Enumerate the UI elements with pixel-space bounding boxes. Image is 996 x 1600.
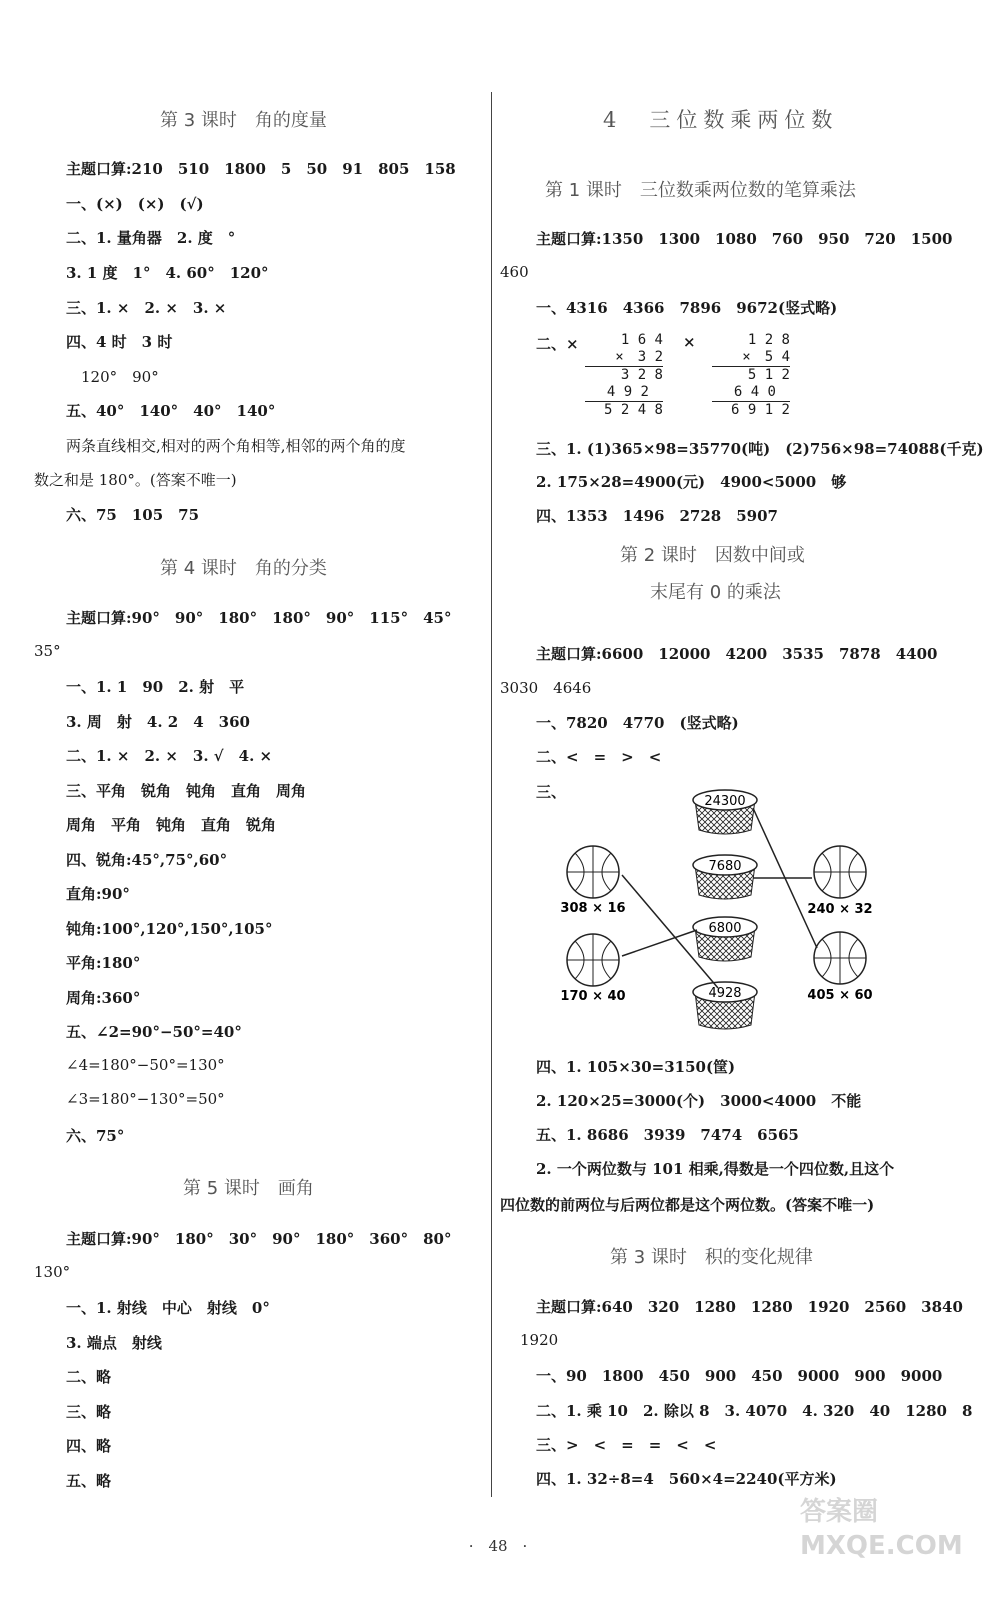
- s3-line-5: 三、1. × 2. × 3. ×: [66, 299, 227, 317]
- basket-label-1: 24300: [704, 794, 746, 809]
- lesson-4-title: 第 4 课时 角的分类: [160, 558, 327, 579]
- c1-line-3: 一、4316 4366 7896 9672(竖式略): [536, 299, 838, 317]
- vertical-multiplication-2: [712, 332, 790, 419]
- c1-line-8: 四、1353 1496 2728 5907: [536, 507, 778, 525]
- s4-line-1: 主题口算:90° 90° 180° 180° 90° 115° 45°: [66, 609, 452, 627]
- s4-line-15: ∠3=180°−130°=50°: [66, 1090, 225, 1108]
- s4-line-2: 35°: [34, 642, 61, 660]
- basketball-icon: [807, 932, 872, 1003]
- match-line: [622, 930, 697, 956]
- s3-line-11: 六、75 105 75: [66, 506, 200, 524]
- c2-line-3: 一、7820 4770 (竖式略): [536, 714, 739, 732]
- s3-line-6: 四、4 时 3 时: [66, 333, 173, 351]
- c1-line-2: 460: [500, 263, 529, 281]
- s3-line-9: 两条直线相交,相对的两个角相等,相邻的两个角的度: [66, 437, 406, 455]
- c3-line-5: 三、> < = = < <: [536, 1436, 717, 1454]
- s5-line-4: 3. 端点 射线: [66, 1334, 162, 1352]
- s5-line-6: 三、略: [66, 1403, 112, 1421]
- column-divider: [491, 92, 492, 1497]
- s3-line-2: 一、(×) (×) (√): [66, 195, 204, 213]
- chapter-title: 4 三位数乘两位数: [603, 108, 839, 132]
- s4-line-14: ∠4=180°−50°=130°: [66, 1056, 225, 1074]
- s4-line-7: 周角 平角 钝角 直角 锐角: [66, 816, 277, 834]
- m2-r2: × 5 4: [712, 349, 790, 367]
- r-lesson-2-title-1: 第 2 课时 因数中间或: [620, 545, 805, 566]
- m1-r2: × 3 2: [585, 349, 663, 367]
- s3-line-8: 五、40° 140° 40° 140°: [66, 402, 276, 420]
- c3-line-4: 二、1. 乘 10 2. 除以 8 3. 4070 4. 320 40 1280 8: [536, 1402, 973, 1420]
- c1-cross: ×: [683, 333, 696, 351]
- basket-4928: [693, 982, 757, 1029]
- basket-6800: [693, 917, 757, 961]
- c2-line-1: 主题口算:6600 12000 4200 3535 7878 4400: [536, 645, 938, 663]
- r-lesson-1-title: 第 1 课时 三位数乘两位数的笔算乘法: [545, 180, 856, 201]
- s4-line-11: 平角:180°: [66, 954, 141, 972]
- lesson-3-title: 第 3 课时 角的度量: [160, 110, 327, 131]
- vertical-multiplication-1: [585, 332, 663, 419]
- c1-line-7: 2. 175×28=4900(元) 4900<5000 够: [536, 473, 847, 491]
- c1-line-4: 二、×: [536, 335, 579, 353]
- basket-label-2: 7680: [708, 859, 742, 874]
- s4-line-10: 钝角:100°,120°,150°,105°: [66, 920, 273, 938]
- c2-line-4: 二、< = > <: [536, 748, 662, 766]
- m1-r3: 3 2 8: [620, 367, 663, 383]
- basket-label-4: 4928: [708, 986, 742, 1001]
- s4-line-6: 三、平角 锐角 钝角 直角 周角: [66, 782, 307, 800]
- r-lesson-3-title: 第 3 课时 积的变化规律: [610, 1247, 813, 1268]
- c2-line-5: 三、: [536, 783, 567, 801]
- s4-line-5: 二、1. × 2. × 3. √ 4. ×: [66, 747, 273, 765]
- basket-label-3: 6800: [708, 921, 742, 936]
- ball-label-1: 308 × 16: [560, 901, 626, 916]
- m1-r5: 5 2 4 8: [603, 402, 663, 418]
- basket-24300: [693, 790, 757, 834]
- s3-line-4: 3. 1 度 1° 4. 60° 120°: [66, 264, 269, 282]
- ball-label-4: 405 × 60: [807, 988, 873, 1003]
- m1-r4: 4 9 2: [585, 384, 663, 402]
- basketball-icon: [560, 934, 625, 1004]
- s5-line-2: 130°: [34, 1263, 71, 1281]
- m2-r5: 6 9 1 2: [730, 402, 790, 418]
- s3-line-10: 数之和是 180°。(答案不唯一): [34, 471, 237, 489]
- s4-line-8: 四、锐角:45°,75°,60°: [66, 851, 228, 869]
- s5-line-8: 五、略: [66, 1472, 112, 1490]
- s5-line-1: 主题口算:90° 180° 30° 90° 180° 360° 80°: [66, 1230, 452, 1248]
- c3-line-1: 主题口算:640 320 1280 1280 1920 2560 3840: [536, 1298, 963, 1316]
- c2b-line-3: 五、1. 8686 3939 7474 6565: [536, 1126, 799, 1144]
- ball-label-3: 240 × 32: [807, 902, 873, 917]
- c2b-line-2: 2. 120×25=3000(个) 3000<4000 不能: [536, 1092, 862, 1110]
- s4-line-12: 周角:360°: [66, 989, 141, 1007]
- s4-line-16: 六、75°: [66, 1127, 125, 1145]
- s3-line-1: 主题口算:210 510 1800 5 50 91 805 158: [66, 160, 456, 178]
- basket-7680: [693, 855, 757, 899]
- basketball-icon: [807, 846, 872, 917]
- s4-line-13: 五、∠2=90°−50°=40°: [66, 1023, 242, 1041]
- c1-line-6: 三、1. (1)365×98=35770(吨) (2)756×98=74088(千克): [536, 440, 984, 458]
- basketball-matching-diagram: [555, 780, 885, 1040]
- c2b-line-4: 2. 一个两位数与 101 相乘,得数是一个四位数,且这个: [536, 1160, 895, 1178]
- c3-line-3: 一、90 1800 450 900 450 9000 900 9000: [536, 1367, 943, 1385]
- m2-r4: 6 4 0: [712, 384, 790, 402]
- c2-line-2: 3030 4646: [500, 679, 592, 697]
- lesson-5-title: 第 5 课时 画角: [183, 1178, 314, 1199]
- s5-line-3: 一、1. 射线 中心 射线 0°: [66, 1299, 270, 1317]
- c2b-line-5: 四位数的前两位与后两位都是这个两位数。(答案不唯一): [500, 1196, 875, 1214]
- s3-line-3: 二、1. 量角器 2. 度 °: [66, 229, 236, 247]
- m1-r1: 1 6 4: [620, 332, 663, 348]
- r-lesson-2-title-2: 末尾有 0 的乘法: [650, 582, 781, 603]
- page-number: · 48 ·: [468, 1537, 528, 1555]
- basketball-icon: [560, 846, 625, 916]
- s3-line-7: 120° 90°: [66, 368, 159, 386]
- c2b-line-1: 四、1. 105×30=3150(筐): [536, 1058, 736, 1076]
- m2-r3: 5 1 2: [747, 367, 790, 383]
- ball-label-2: 170 × 40: [560, 989, 626, 1004]
- s5-line-5: 二、略: [66, 1368, 112, 1386]
- s5-line-7: 四、略: [66, 1437, 112, 1455]
- s4-line-3: 一、1. 1 90 2. 射 平: [66, 678, 245, 696]
- c1-line-1: 主题口算:1350 1300 1080 760 950 720 1500: [536, 230, 953, 248]
- s4-line-4: 3. 周 射 4. 2 4 360: [66, 713, 250, 731]
- watermark-text: 答案圈 MXQE.COM: [800, 1497, 963, 1561]
- c3-line-2: 1920: [520, 1331, 559, 1349]
- s4-line-9: 直角:90°: [66, 885, 130, 903]
- m2-r1: 1 2 8: [747, 332, 790, 348]
- watermark: [800, 1495, 980, 1563]
- c3-line-6: 四、1. 32÷8=4 560×4=2240(平方米): [536, 1470, 837, 1488]
